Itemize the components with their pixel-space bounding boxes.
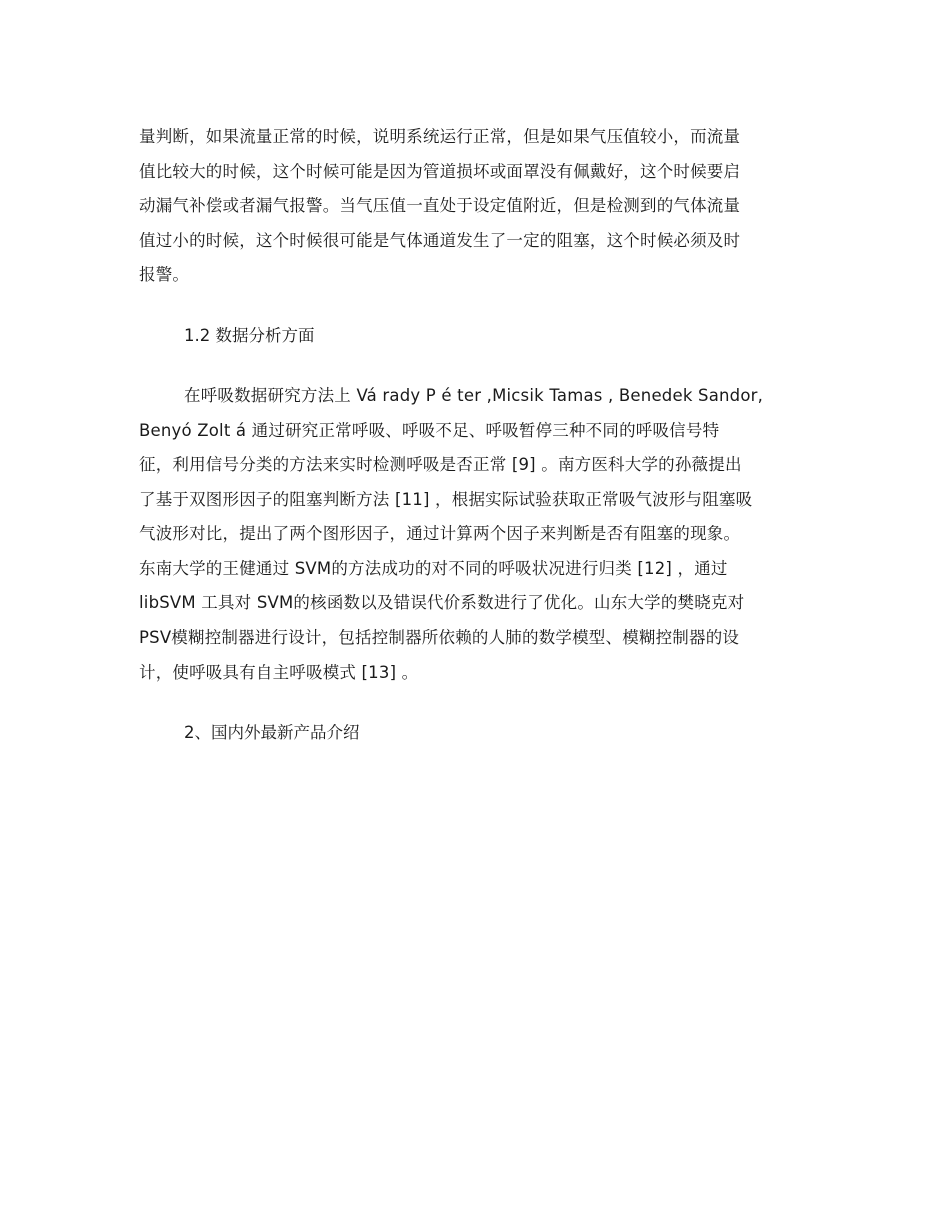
paragraph-line: 了基于双图形因子的阻塞判断方法 [11] ，根据实际试验获取正常吸气波形与阻塞吸 bbox=[139, 490, 753, 509]
section-heading-1-2: 1.2 数据分析方面 bbox=[184, 326, 315, 345]
paragraph-line: 在呼吸数据研究方法上 Vá rady P é ter ,Micsik Tamas , Benedek Sandor, bbox=[184, 386, 764, 405]
paragraph-line: 东南大学的王健通过 SVM的方法成功的对不同的呼吸状况进行归类 [12] ，通过 bbox=[139, 559, 728, 578]
paragraph-line: 动漏气补偿或者漏气报警。当气压值一直处于设定值附近，但是检测到的气体流量 bbox=[139, 196, 741, 215]
paragraph-line: 值过小的时候，这个时候很可能是气体通道发生了一定的阻塞，这个时候必须及时 bbox=[139, 231, 741, 250]
paragraph-line: 报警。 bbox=[139, 265, 190, 284]
paragraph-line: 气波形对比，提出了两个图形因子，通过计算两个因子来判断是否有阻塞的现象。 bbox=[139, 524, 741, 543]
paragraph-line: PSV模糊控制器进行设计，包括控制器所依赖的人肺的数学模型、模糊控制器的设 bbox=[139, 628, 740, 647]
paragraph-line: 值比较大的时候，这个时候可能是因为管道损坏或面罩没有佩戴好，这个时候要启 bbox=[139, 162, 741, 181]
paragraph-line: 征，利用信号分类的方法来实时检测呼吸是否正常 [9] 。南方医科大学的孙薇提出 bbox=[139, 455, 742, 474]
paragraph-line: Benyó Zolt á 通过研究正常呼吸、呼吸不足、呼吸暂停三种不同的呼吸信号特 bbox=[139, 421, 720, 440]
paragraph-line: libSVM 工具对 SVM的核函数以及错误代价系数进行了优化。山东大学的樊晓克对 bbox=[139, 593, 745, 612]
section-heading-2: 2、国内外最新产品介绍 bbox=[184, 723, 360, 742]
paragraph-line: 计，使呼吸具有自主呼吸模式 [13] 。 bbox=[139, 663, 419, 682]
paragraph-line: 量判断，如果流量正常的时候，说明系统运行正常，但是如果气压值较小，而流量 bbox=[139, 127, 741, 146]
